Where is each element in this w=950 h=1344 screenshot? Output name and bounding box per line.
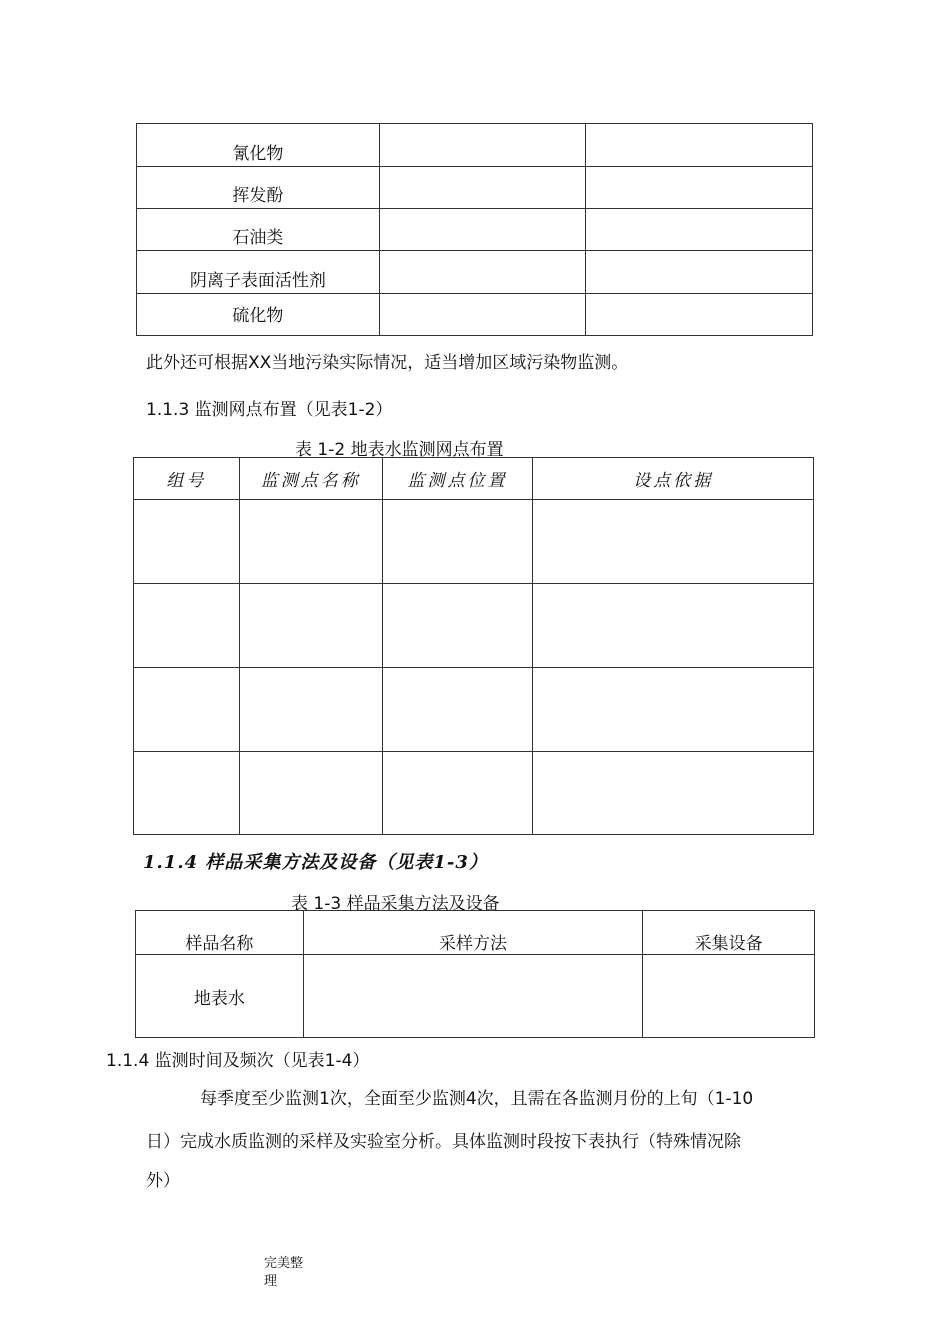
table-cell <box>382 584 533 668</box>
table-cell <box>382 668 533 752</box>
paragraph-line-2: 日）完成水质监测的采样及实验室分析。具体监测时段按下表执行（特殊情况除 <box>146 1132 741 1152</box>
table-row <box>134 500 814 584</box>
table-cell <box>239 752 382 835</box>
table-row <box>134 584 814 668</box>
sampling-methods-table <box>135 910 815 1038</box>
pollutant-name: 石油类 <box>137 209 380 251</box>
table-cell <box>586 167 813 209</box>
footer-line-2: 理 <box>264 1274 278 1289</box>
table-cell <box>379 124 586 167</box>
header-group-number: 组号 <box>134 458 240 500</box>
table-cell <box>379 251 586 294</box>
table-cell <box>643 955 815 1038</box>
table-cell <box>379 294 586 336</box>
section-heading-114-frequency: 1.1.4 监测时间及频次（见表1-4） <box>106 1051 370 1071</box>
table-cell <box>533 500 814 584</box>
table-row <box>134 752 814 835</box>
note-text: 此外还可根据XX当地污染实际情况，适当增加区域污染物监测。 <box>146 353 629 373</box>
table-cell <box>134 668 240 752</box>
paragraph-line-1: 每季度至少监测1次，全面至少监测4次，且需在各监测月份的上旬（1-10 <box>200 1089 754 1109</box>
table-cell <box>239 668 382 752</box>
table-row <box>137 294 813 336</box>
sample-name-cell: 地表水 <box>136 955 304 1038</box>
table-cell <box>586 251 813 294</box>
table-row <box>137 209 813 251</box>
paragraph-line-3: 外） <box>146 1171 180 1191</box>
monitoring-points-table <box>133 457 814 835</box>
table-caption-1-2: 表 1-2 地表水监测网点布置 <box>295 440 504 460</box>
table-cell <box>303 955 642 1038</box>
table-cell <box>134 584 240 668</box>
header-basis: 设点依据 <box>533 458 814 500</box>
header-sampling-method: 采样方法 <box>303 911 642 955</box>
footer-note <box>264 1255 303 1291</box>
table-cell <box>586 209 813 251</box>
table-cell <box>239 584 382 668</box>
table-header-row <box>134 458 814 500</box>
table-caption-1-3: 表 1-3 样品采集方法及设备 <box>291 894 500 914</box>
table-header-row <box>136 911 815 955</box>
pollutant-table <box>136 123 813 336</box>
table-row <box>136 955 815 1038</box>
table-row <box>134 668 814 752</box>
table-cell <box>382 500 533 584</box>
table-cell <box>533 752 814 835</box>
section-heading-114-sampling: 1.1.4 样品采集方法及设备（见表1-3） <box>143 852 488 873</box>
footer-line-1: 完美整 <box>264 1256 304 1271</box>
table-cell <box>586 124 813 167</box>
table-cell <box>382 752 533 835</box>
section-heading-113: 1.1.3 监测网点布置（见表1-2） <box>146 400 393 420</box>
pollutant-name: 氰化物 <box>137 124 380 167</box>
pollutant-name: 硫化物 <box>137 294 380 336</box>
table-cell <box>586 294 813 336</box>
header-point-location: 监测点位置 <box>382 458 533 500</box>
table-cell <box>379 167 586 209</box>
pollutant-name: 阴离子表面活性剂 <box>137 251 380 294</box>
table-row <box>137 124 813 167</box>
table-cell <box>533 668 814 752</box>
table-cell <box>379 209 586 251</box>
pollutant-name: 挥发酚 <box>137 167 380 209</box>
table-cell <box>239 500 382 584</box>
table-cell <box>134 500 240 584</box>
table-row <box>137 251 813 294</box>
table-cell <box>533 584 814 668</box>
table-row <box>137 167 813 209</box>
header-sampling-equipment: 采集设备 <box>643 911 815 955</box>
table-cell <box>134 752 240 835</box>
header-point-name: 监测点名称 <box>239 458 382 500</box>
header-sample-name: 样品名称 <box>136 911 304 955</box>
